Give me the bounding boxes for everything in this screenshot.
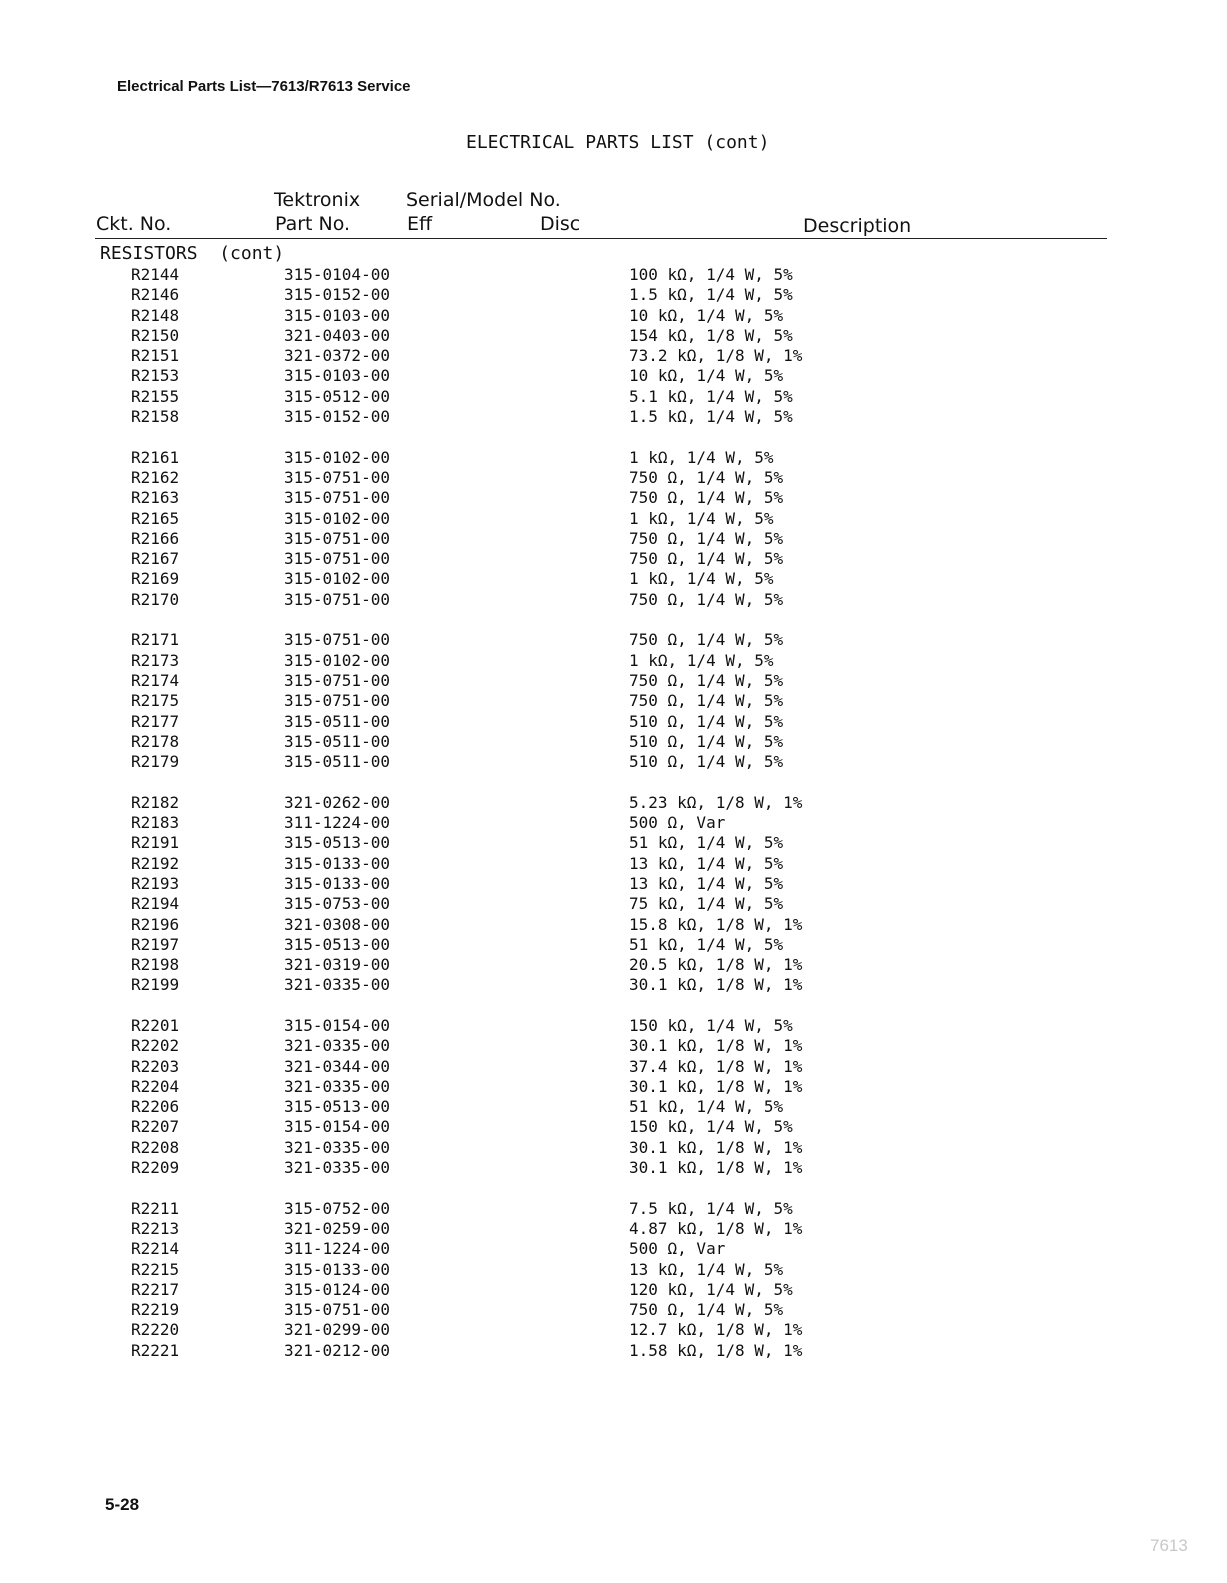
description: 150 kΩ, 1/4 W, 5% (629, 1015, 793, 1035)
description: 1 kΩ, 1/4 W, 5% (629, 569, 774, 589)
table-row (0, 1138, 1227, 1158)
parts-list-title: ELECTRICAL PARTS LIST (cont) (466, 132, 770, 153)
table-row (0, 1260, 1227, 1280)
table-row (0, 1057, 1227, 1077)
ckt-number: R2144 (131, 265, 180, 284)
parts-table (0, 265, 1227, 1361)
description: 750 Ω, 1/4 W, 5% (629, 589, 784, 609)
part-number: 321-0335-00 (284, 1158, 390, 1178)
ckt-number: R2173 (131, 650, 180, 670)
ckt-number: R2162 (131, 467, 180, 487)
table-row (0, 1239, 1227, 1259)
description: 15.8 kΩ, 1/8 W, 1% (629, 914, 803, 934)
part-number: 315-0753-00 (284, 894, 390, 914)
ckt-number: R2207 (131, 1117, 180, 1137)
table-row (0, 1199, 1227, 1219)
ckt-number: R2165 (131, 508, 180, 528)
ckt-number: R2208 (131, 1137, 180, 1157)
table-row (0, 488, 1227, 508)
part-number: 315-0513-00 (284, 1097, 390, 1117)
description: 20.5 kΩ, 1/8 W, 1% (629, 955, 803, 975)
table-row (0, 671, 1227, 691)
part-number: 321-0308-00 (284, 914, 390, 934)
ckt-number: R2204 (131, 1076, 180, 1096)
description: 5.1 kΩ, 1/4 W, 5% (629, 386, 793, 406)
description: 150 kΩ, 1/4 W, 5% (629, 1117, 793, 1137)
ckt-number: R2206 (131, 1097, 180, 1117)
ckt-number: R2196 (131, 914, 180, 934)
table-row (0, 712, 1227, 732)
description: 750 Ω, 1/4 W, 5% (629, 528, 784, 548)
description: 51 kΩ, 1/4 W, 5% (629, 833, 784, 853)
ckt-number: R2214 (131, 1239, 180, 1259)
ckt-number: R2166 (131, 528, 180, 548)
part-number: 315-0102-00 (284, 569, 390, 589)
ckt-number: R2179 (131, 752, 180, 772)
table-row (0, 915, 1227, 935)
part-number: 315-0133-00 (284, 873, 390, 893)
page-number: 5-28 (105, 1495, 140, 1514)
ckt-number: R2178 (131, 731, 180, 751)
description: 37.4 kΩ, 1/8 W, 1% (629, 1056, 803, 1076)
ckt-number: R2194 (131, 894, 180, 914)
ckt-number: R2217 (131, 1279, 180, 1299)
table-row (0, 894, 1227, 914)
ckt-number: R2211 (131, 1198, 180, 1218)
ckt-number: R2177 (131, 711, 180, 731)
ckt-number: R2202 (131, 1036, 180, 1056)
part-number: 321-0335-00 (284, 975, 390, 995)
part-number: 315-0124-00 (284, 1279, 390, 1299)
table-row (0, 346, 1227, 366)
part-number: 315-0511-00 (284, 752, 390, 772)
part-number: 315-0751-00 (284, 630, 390, 650)
table-row (0, 1341, 1227, 1361)
ckt-number: R2221 (131, 1340, 180, 1360)
description: 1.58 kΩ, 1/8 W, 1% (629, 1340, 803, 1360)
table-row (0, 1077, 1227, 1097)
part-number: 321-0259-00 (284, 1218, 390, 1238)
table-row (0, 509, 1227, 529)
part-number: 321-0335-00 (284, 1036, 390, 1056)
table-row (0, 975, 1227, 995)
part-number: 315-0154-00 (284, 1015, 390, 1035)
description: 500 Ω, Var (629, 1239, 726, 1259)
part-number: 315-0133-00 (284, 853, 390, 873)
ckt-number: R2209 (131, 1158, 180, 1178)
part-number: 321-0335-00 (284, 1137, 390, 1157)
description: 75 kΩ, 1/4 W, 5% (629, 894, 784, 914)
part-number: 315-0103-00 (284, 305, 390, 325)
description: 510 Ω, 1/4 W, 5% (629, 731, 784, 751)
description: 30.1 kΩ, 1/8 W, 1% (629, 1076, 803, 1096)
description: 51 kΩ, 1/4 W, 5% (629, 934, 784, 954)
part-number: 321-0262-00 (284, 792, 390, 812)
table-row (0, 1320, 1227, 1340)
ckt-number: R2171 (131, 630, 180, 650)
description: 510 Ω, 1/4 W, 5% (629, 752, 784, 772)
description: 30.1 kΩ, 1/8 W, 1% (629, 975, 803, 995)
ckt-number: R2163 (131, 488, 180, 508)
ckt-number: R2158 (131, 407, 180, 427)
table-row (0, 1016, 1227, 1036)
ckt-number: R2146 (131, 285, 180, 305)
header-divider (95, 238, 1107, 239)
description: 500 Ω, Var (629, 813, 726, 833)
description: 7.5 kΩ, 1/4 W, 5% (629, 1198, 793, 1218)
ckt-number: R2193 (131, 873, 180, 893)
ckt-number: R2175 (131, 691, 180, 711)
table-row (0, 630, 1227, 650)
ckt-number: R2148 (131, 305, 180, 325)
description: 4.87 kΩ, 1/8 W, 1% (629, 1218, 803, 1238)
column-header-part-no: Part No. (275, 213, 351, 235)
ckt-number: R2197 (131, 934, 180, 954)
part-number: 315-0152-00 (284, 285, 390, 305)
ckt-number: R2191 (131, 833, 180, 853)
part-number: 321-0212-00 (284, 1340, 390, 1360)
table-row (0, 732, 1227, 752)
description: 1 kΩ, 1/4 W, 5% (629, 447, 774, 467)
part-number: 315-0751-00 (284, 528, 390, 548)
section-heading: RESISTORS (cont) (100, 243, 285, 264)
part-number: 321-0344-00 (284, 1056, 390, 1076)
part-number: 315-0511-00 (284, 711, 390, 731)
description: 30.1 kΩ, 1/8 W, 1% (629, 1137, 803, 1157)
part-number: 321-0335-00 (284, 1076, 390, 1096)
description: 13 kΩ, 1/4 W, 5% (629, 873, 784, 893)
ckt-number: R2182 (131, 792, 180, 812)
table-row (0, 265, 1227, 285)
watermark: 7613 (1150, 1536, 1188, 1555)
ckt-number: R2201 (131, 1015, 180, 1035)
ckt-number: R2213 (131, 1218, 180, 1238)
table-row (0, 366, 1227, 386)
description: 750 Ω, 1/4 W, 5% (629, 488, 784, 508)
part-number: 315-0751-00 (284, 549, 390, 569)
table-row (0, 590, 1227, 610)
table-row (0, 752, 1227, 772)
part-number: 315-0103-00 (284, 366, 390, 386)
part-number: 315-0511-00 (284, 731, 390, 751)
part-number: 315-0102-00 (284, 650, 390, 670)
description: 750 Ω, 1/4 W, 5% (629, 467, 784, 487)
table-row (0, 813, 1227, 833)
part-number: 315-0752-00 (284, 1198, 390, 1218)
ckt-number: R2219 (131, 1300, 180, 1320)
table-row (0, 448, 1227, 468)
description: 10 kΩ, 1/4 W, 5% (629, 305, 784, 325)
column-header-description: Description (803, 215, 912, 237)
description: 51 kΩ, 1/4 W, 5% (629, 1097, 784, 1117)
description: 120 kΩ, 1/4 W, 5% (629, 1279, 793, 1299)
ckt-number: R2153 (131, 366, 180, 386)
description: 12.7 kΩ, 1/8 W, 1% (629, 1320, 803, 1340)
table-row (0, 691, 1227, 711)
table-row (0, 549, 1227, 569)
part-number: 311-1224-00 (284, 813, 390, 833)
part-number: 315-0512-00 (284, 386, 390, 406)
part-number: 321-0372-00 (284, 346, 390, 366)
part-number: 315-0104-00 (284, 265, 390, 284)
column-header-ckt-no: Ckt. No. (96, 213, 172, 235)
table-row (0, 468, 1227, 488)
description: 750 Ω, 1/4 W, 5% (629, 691, 784, 711)
part-number: 315-0102-00 (284, 447, 390, 467)
part-number: 315-0513-00 (284, 833, 390, 853)
part-number: 321-0403-00 (284, 325, 390, 345)
table-row (0, 955, 1227, 975)
column-header-tektronix: Tektronix (274, 189, 361, 211)
part-number: 311-1224-00 (284, 1239, 390, 1259)
column-header-disc: Disc (540, 213, 581, 235)
ckt-number: R2170 (131, 589, 180, 609)
ckt-number: R2203 (131, 1056, 180, 1076)
description: 750 Ω, 1/4 W, 5% (629, 670, 784, 690)
table-row (0, 833, 1227, 853)
page-header-title: Electrical Parts List—7613/R7613 Service (117, 78, 411, 95)
description: 750 Ω, 1/4 W, 5% (629, 630, 784, 650)
table-row (0, 1097, 1227, 1117)
ckt-number: R2169 (131, 569, 180, 589)
table-row (0, 407, 1227, 427)
part-number: 315-0152-00 (284, 407, 390, 427)
table-row (0, 306, 1227, 326)
table-row (0, 651, 1227, 671)
description: 750 Ω, 1/4 W, 5% (629, 1300, 784, 1320)
ckt-number: R2151 (131, 346, 180, 366)
part-number: 315-0133-00 (284, 1259, 390, 1279)
table-row (0, 854, 1227, 874)
ckt-number: R2174 (131, 670, 180, 690)
part-number: 315-0751-00 (284, 691, 390, 711)
description: 1 kΩ, 1/4 W, 5% (629, 508, 774, 528)
ckt-number: R2150 (131, 325, 180, 345)
table-row (0, 1219, 1227, 1239)
part-number: 315-0751-00 (284, 488, 390, 508)
table-row (0, 1036, 1227, 1056)
ckt-number: R2192 (131, 853, 180, 873)
description: 750 Ω, 1/4 W, 5% (629, 549, 784, 569)
description: 10 kΩ, 1/4 W, 5% (629, 366, 784, 386)
part-number: 315-0513-00 (284, 934, 390, 954)
description: 30.1 kΩ, 1/8 W, 1% (629, 1158, 803, 1178)
ckt-number: R2183 (131, 813, 180, 833)
ckt-number: R2161 (131, 447, 180, 467)
table-row (0, 1158, 1227, 1178)
description: 30.1 kΩ, 1/8 W, 1% (629, 1036, 803, 1056)
part-number: 315-0751-00 (284, 1300, 390, 1320)
ckt-number: R2167 (131, 549, 180, 569)
part-number: 321-0299-00 (284, 1320, 390, 1340)
description: 13 kΩ, 1/4 W, 5% (629, 853, 784, 873)
description: 1 kΩ, 1/4 W, 5% (629, 650, 774, 670)
description: 1.5 kΩ, 1/4 W, 5% (629, 285, 793, 305)
description: 510 Ω, 1/4 W, 5% (629, 711, 784, 731)
table-row (0, 874, 1227, 894)
part-number: 315-0751-00 (284, 467, 390, 487)
table-row (0, 529, 1227, 549)
part-number: 315-0154-00 (284, 1117, 390, 1137)
description: 100 kΩ, 1/4 W, 5% (629, 265, 793, 284)
table-row (0, 793, 1227, 813)
column-header-eff: Eff (407, 213, 433, 235)
description: 154 kΩ, 1/8 W, 5% (629, 325, 793, 345)
ckt-number: R2220 (131, 1320, 180, 1340)
description: 1.5 kΩ, 1/4 W, 5% (629, 407, 793, 427)
table-row (0, 1300, 1227, 1320)
table-row (0, 569, 1227, 589)
ckt-number: R2215 (131, 1259, 180, 1279)
part-number: 321-0319-00 (284, 955, 390, 975)
description: 73.2 kΩ, 1/8 W, 1% (629, 346, 803, 366)
table-row (0, 1280, 1227, 1300)
column-header-serial-model: Serial/Model No. (406, 189, 561, 211)
table-row (0, 326, 1227, 346)
table-row (0, 285, 1227, 305)
part-number: 315-0751-00 (284, 589, 390, 609)
part-number: 315-0751-00 (284, 670, 390, 690)
ckt-number: R2155 (131, 386, 180, 406)
table-row (0, 935, 1227, 955)
table-row (0, 387, 1227, 407)
ckt-number: R2199 (131, 975, 180, 995)
table-row (0, 1117, 1227, 1137)
part-number: 315-0102-00 (284, 508, 390, 528)
description: 13 kΩ, 1/4 W, 5% (629, 1259, 784, 1279)
ckt-number: R2198 (131, 955, 180, 975)
description: 5.23 kΩ, 1/8 W, 1% (629, 792, 803, 812)
